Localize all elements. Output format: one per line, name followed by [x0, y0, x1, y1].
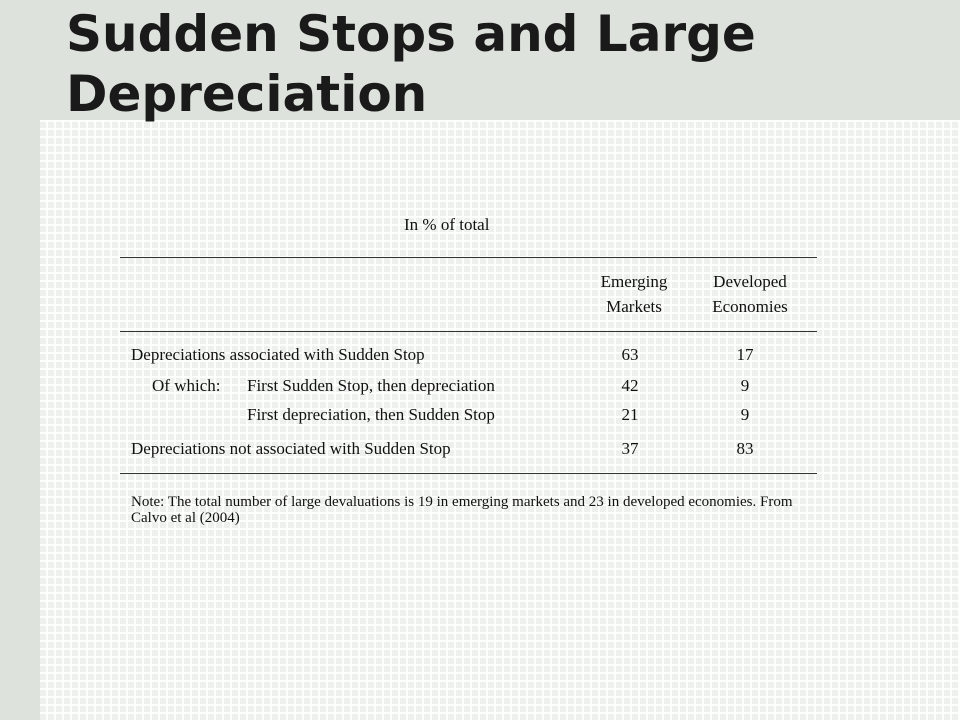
row-label: First Sudden Stop, then depreciation [247, 376, 495, 395]
cell-emerging: 37 [621, 439, 639, 458]
cell-developed: 17 [736, 345, 754, 364]
cell-emerging: 21 [621, 405, 639, 424]
bottom-rule [120, 473, 817, 474]
cell-developed: 9 [740, 405, 750, 424]
column-header-emerging: Emerging Markets [600, 272, 668, 316]
cell-developed: 83 [736, 439, 754, 458]
row-label: Depreciations not associated with Sudden Stop [131, 439, 451, 458]
row-label: Depreciations associated with Sudden Stop [131, 345, 425, 364]
table-note: Note: The total number of large devaluations is 19 in emerging markets and 23 in developed economies. From Calvo et al (2004) [131, 494, 793, 526]
table-caption: In % of total [404, 215, 490, 234]
column-header-developed: Developed Economies [712, 272, 788, 316]
row-prefix: Of which: [152, 376, 221, 395]
header-rule [120, 331, 817, 332]
slide-title: Sudden Stops and Large Depreciation [66, 5, 756, 123]
cell-developed: 9 [740, 376, 750, 395]
top-rule [120, 257, 817, 258]
row-label: First depreciation, then Sudden Stop [247, 405, 495, 424]
cell-emerging: 63 [621, 345, 639, 364]
cell-emerging: 42 [621, 376, 639, 395]
